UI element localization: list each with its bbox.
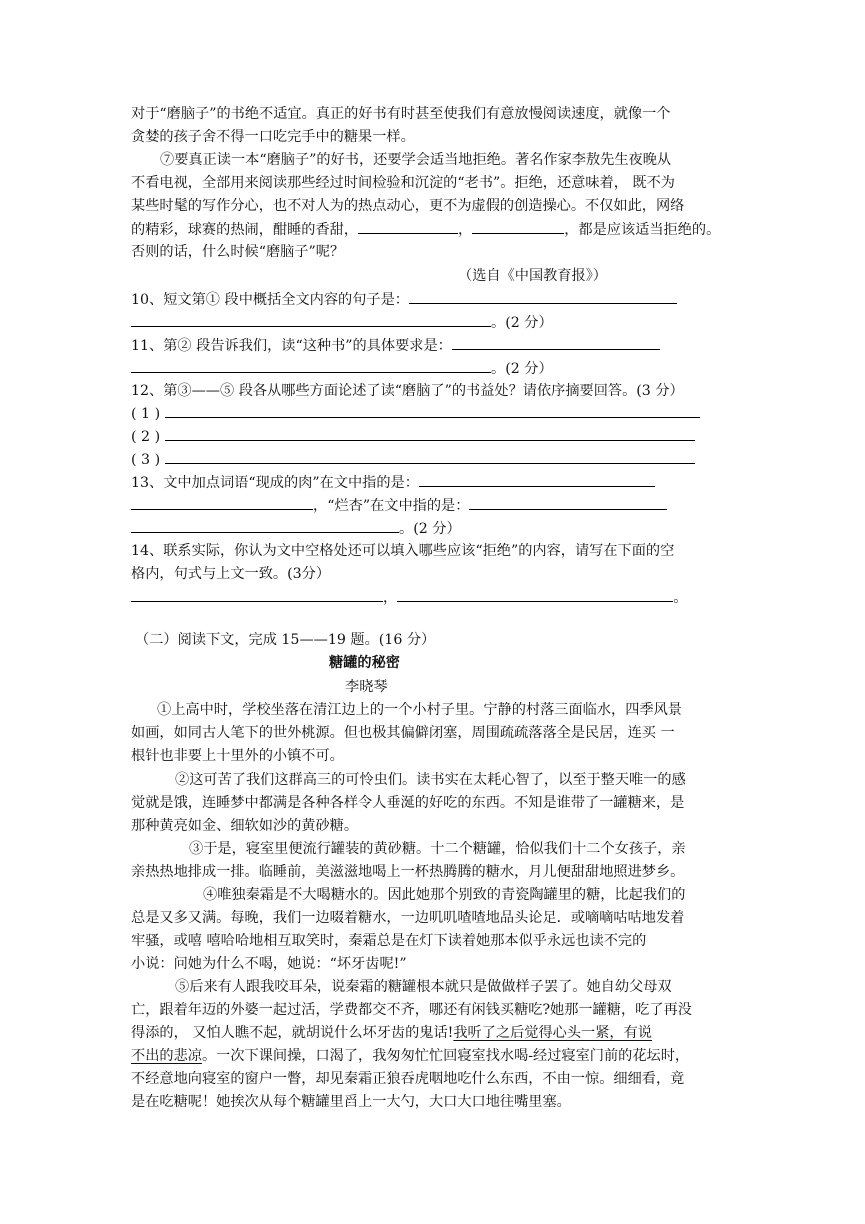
question-12: 12、第③——⑤ 段各从哪些方面论述了读“磨脑了”的书益处？请依序摘要回答。(3 分）: [131, 383, 684, 399]
question-14: 14、联系实际，你认为文中空格处还可以填入哪些应该“拒绝”的内容，请写在下面的空: [131, 543, 675, 559]
passage-line: 不看电视，全部用来阅读那些经过时间检验和沉淀的“老书”。拒绝，还意味着， 既不为: [131, 175, 675, 191]
passage-line: 那种黄亮如金、细软如沙的黄砂糖。: [131, 818, 359, 834]
passage-line: 如画，如同古人笔下的世外桃源。但也极其偏僻闭塞，周围疏疏落落全是民居，连买 一: [131, 725, 675, 741]
question-12-item-2: [131, 426, 695, 447]
underlined-sentence: 我听了之后觉得心头一紧，有说: [453, 1025, 652, 1041]
question-text: 13、文中加点词语“现成的肉”在文中指的是：: [131, 475, 419, 491]
score-note: 。(2 分）: [491, 315, 553, 331]
answer-blank[interactable]: [409, 289, 677, 304]
answer-blank[interactable]: [165, 403, 700, 418]
source-citation: （选自《中国教育报》）: [458, 268, 607, 284]
answer-blank[interactable]: [131, 518, 399, 533]
passage-line: 不经意地向寝室的窗户一瞥，却见秦霜正狼吞虎咽地吃什么东西，不由一惊。细细看，竟: [131, 1071, 685, 1087]
question-13: [131, 472, 655, 493]
answer-blank[interactable]: [131, 312, 491, 327]
section-intro: （二）阅读下文，完成 15——19 题。(16 分）: [135, 632, 436, 648]
item-label: ( 2 ): [131, 429, 161, 445]
question-12-item-1: [131, 403, 700, 424]
passage-line: 觉就是饿，连睡梦中都满是各种各样令人垂涎的好吃的东西。不知是谁带了一罐糖来，是: [131, 795, 685, 811]
answer-blank[interactable]: [131, 495, 313, 510]
paragraph-4-start: ④唯独秦霜是不大喝糖水的。因此她那个别致的青瓷陶罐里的糖，比起我们的: [203, 887, 686, 903]
score-note: 。(2 分）: [491, 361, 553, 377]
article-title: 糖罐的秘密: [329, 655, 400, 671]
question-10-cont: [131, 312, 553, 333]
question-14-cont: 格内，句式与上文一致。(3分）: [131, 566, 331, 582]
item-label: ( 1 ): [131, 406, 161, 422]
question-12-item-3: [131, 449, 695, 470]
passage-line: 贪婪的孩子舍不得一口吃完手中的糖果一样。: [131, 129, 415, 145]
answer-blank[interactable]: [469, 495, 667, 510]
question-10: [131, 289, 677, 310]
comma: ，: [383, 590, 398, 606]
passage-line-with-underline: [131, 1046, 689, 1066]
score-note: 。(2 分）: [399, 521, 461, 537]
fill-blank[interactable]: [358, 219, 458, 234]
passage-line: 某些时髦的写作分心，也不对人为的热点动心，更不为虚假的创造操心。不仅如此，网络: [131, 198, 685, 214]
answer-blank[interactable]: [397, 587, 673, 602]
fill-blank[interactable]: [472, 219, 564, 234]
question-13-end: [131, 518, 461, 539]
passage-line: 根针也非要上十里外的小镇不可。: [131, 748, 344, 764]
question-text: 11、第② 段告诉我们，读“这种书”的具体要求是：: [131, 338, 452, 354]
passage-text: 。一次下课间操，口渴了，我匆匆忙忙回寝室找水喝-经过寝室门前的花坛时，: [201, 1048, 690, 1064]
answer-blank[interactable]: [131, 358, 491, 373]
item-label: ( 3 ): [131, 452, 161, 468]
period: 。: [673, 590, 688, 606]
underlined-sentence-end: 不出的悲凉: [131, 1048, 202, 1064]
passage-line: 牢骚，或嘻 嘻哈哈地相互取笑时，秦霜总是在灯下读着她那本似乎永远也读不完的: [131, 933, 647, 949]
question-13-cont: [131, 495, 667, 516]
paragraph-1-start: ①上高中时，学校坐落在清江边上的一个小村子里。宁静的村落三面临水，四季风景: [157, 702, 682, 718]
paragraph-5-start: ⑤后来有人跟我咬耳朵，说秦霜的糖罐根本就只是做做样子罢了。她自幼父母双: [175, 979, 672, 995]
article-author: 李晓琴: [345, 679, 388, 695]
passage-line: 亡，跟着年迈的外婆一起过活，学费都交不齐，哪还有闲钱买糖吃?她那一罐糖，吃了再没: [131, 1002, 692, 1018]
question-11: [131, 335, 660, 356]
passage-text: 得添的， 又怕人瞧不起，就胡说什么坏牙齿的鬼话!: [131, 1025, 454, 1041]
question-text: 10、短文第① 段中概括全文内容的句子是：: [131, 292, 409, 308]
question-11-cont: [131, 358, 553, 379]
answer-blank[interactable]: [131, 587, 383, 602]
passage-line: 对于“磨脑子”的书绝不适宜。真正的好书有时甚至使我们有意放慢阅读速度，就像一个: [131, 106, 671, 122]
answer-blank[interactable]: [165, 426, 695, 441]
paragraph-2-start: ②这可苦了我们这群高三的可怜虫们。读书实在太耗心智了，以至于整天唯一的感: [175, 772, 686, 788]
passage-line-with-blanks: [131, 219, 720, 240]
question-14-answer: [131, 587, 687, 608]
passage-line: 小说：问她为什么不喝，她说：“坏牙齿呢!”: [131, 956, 407, 972]
passage-text: 的精彩，球赛的热闹，酣睡的香甜，: [131, 222, 359, 238]
passage-line-with-underline: [131, 1023, 652, 1043]
answer-blank[interactable]: [165, 449, 695, 464]
comma: ，: [458, 222, 473, 238]
answer-blank[interactable]: [452, 335, 660, 350]
passage-line: 是在吃糖呢！她挨次从每个糖罐里舀上一大勺，大口大口地往嘴里塞。: [131, 1094, 571, 1110]
answer-blank[interactable]: [419, 472, 655, 487]
question-text: ，“烂杏”在文中指的是：: [313, 498, 470, 514]
passage-line: 总是又多又满。每晚，我们一边啜着糖水，一边叽叽喳喳地品头论足．或嘀嘀咕咕地发着: [131, 910, 685, 926]
paragraph-7-start: ⑦要真正读一本“磨脑子”的好书，还要学会适当地拒绝。著名作家李敖先生夜晚从: [160, 152, 672, 168]
paragraph-3-start: ③于是，寝室里便流行罐装的黄砂糖。十二个糖罐，恰似我们十二个女孩子，亲: [189, 841, 686, 857]
passage-text: ，都是应该适当拒绝的。: [564, 222, 721, 238]
passage-line: 否则的话，什么时候“磨脑子”呢？: [131, 244, 345, 260]
passage-line: 亲热热地排成一排。临睡前，美滋滋地喝上一杯热腾腾的糖水，月儿便甜甜地照进梦乡。: [131, 864, 685, 880]
